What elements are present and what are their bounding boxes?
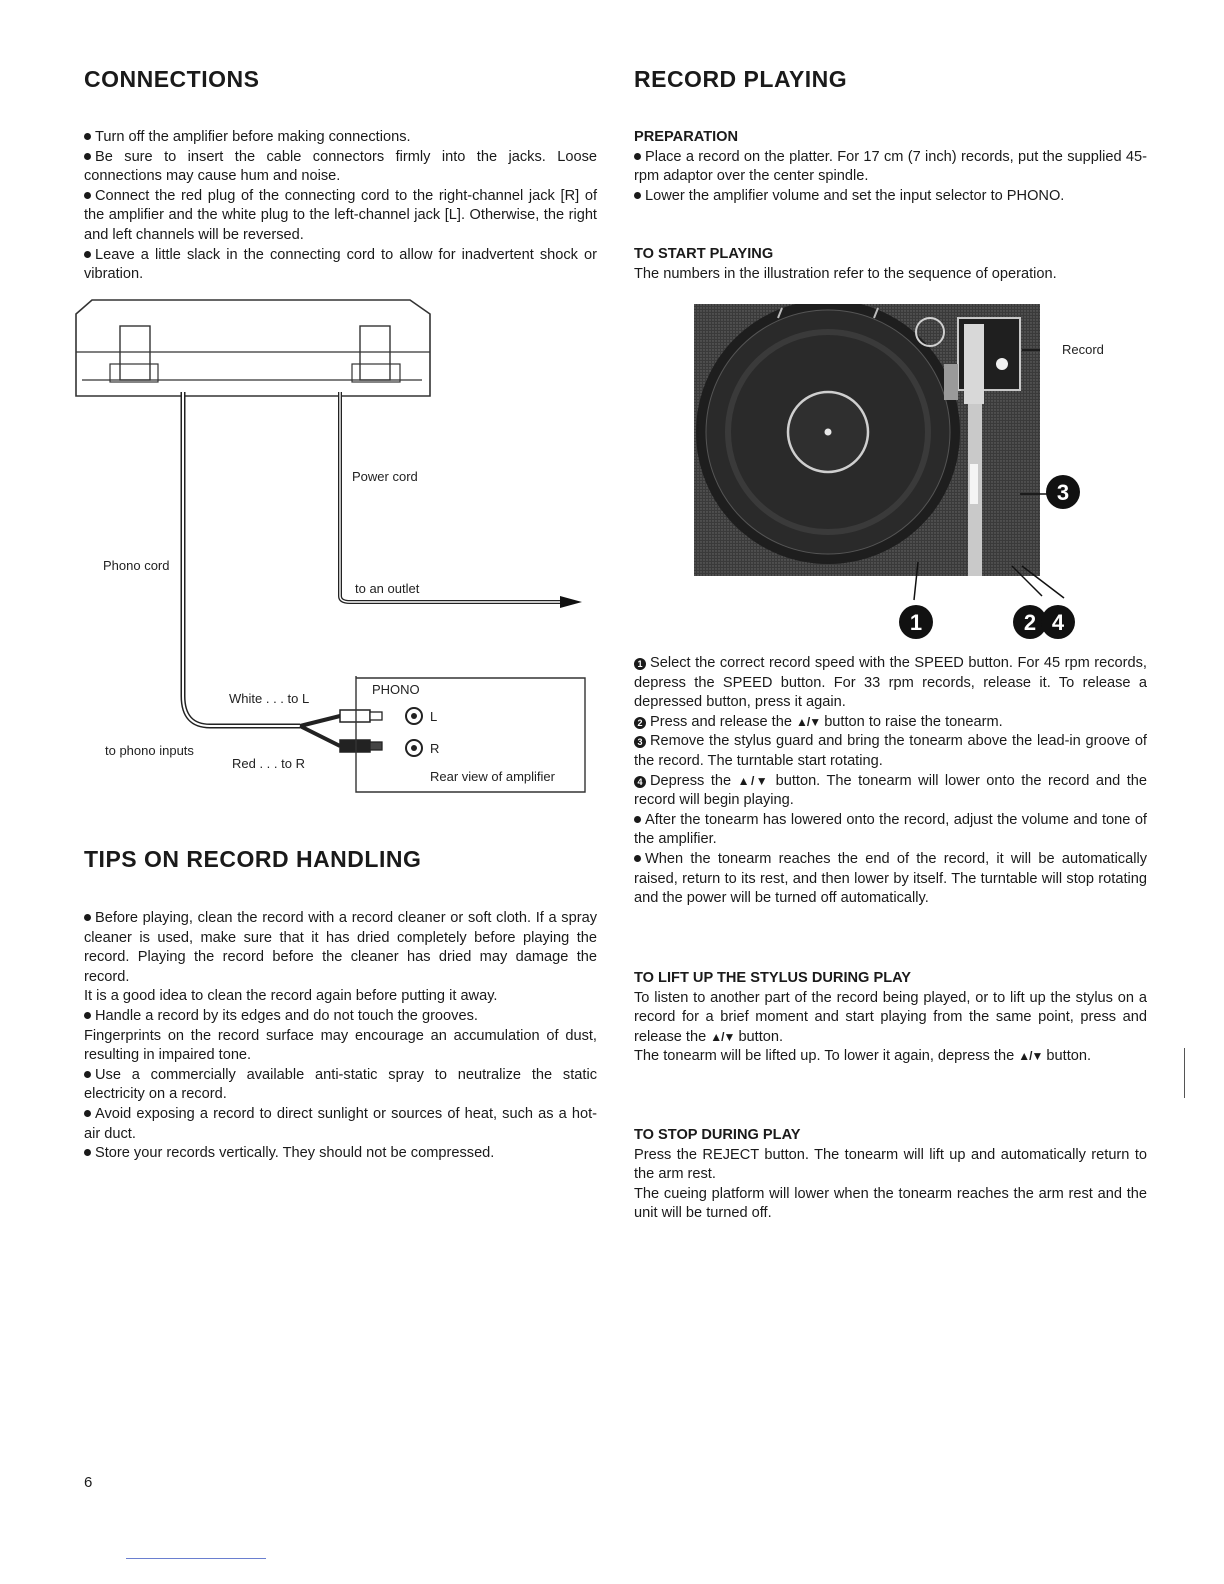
start-playing-steps xyxy=(634,654,1147,909)
bullet-icon xyxy=(84,1149,91,1156)
phono-cord xyxy=(183,392,300,726)
paragraph: The numbers in the illustration refer to the sequence of operation. xyxy=(634,265,1057,282)
bullet-icon xyxy=(84,251,91,258)
bullet-icon xyxy=(84,1110,91,1117)
list-item: Turn off the amplifier before making connections. xyxy=(84,128,597,148)
start-playing-intro xyxy=(634,245,1147,284)
list-item: Leave a little slack in the connecting cord to allow for inadvertent shock or vibration. xyxy=(84,246,597,283)
list-item: When the tonearm reaches the end of the record, it will be automatically raised, return to its rest, and then lower by itself. The turntable will stop rotating and the power will be turned off automatically. xyxy=(634,850,1147,907)
svg-text:4: 4 xyxy=(1051,610,1065,635)
bullet-icon xyxy=(634,153,641,160)
paragraph: It is a good idea to clean the record again before putting it away. xyxy=(84,988,498,1005)
list-item: 2 Press and release the ▲/▼ button to raise the tonearm. xyxy=(634,713,1147,733)
bullet-icon xyxy=(634,192,641,199)
footer-rule xyxy=(126,1558,266,1559)
red-plug-label: Red . . . to R xyxy=(232,756,305,771)
phono-cord-label: Phono cord xyxy=(103,558,170,573)
step-1-icon: 1 xyxy=(634,658,646,670)
cue-button-icon: ▲/▼ xyxy=(796,714,821,729)
step-3-icon: 3 xyxy=(634,736,646,748)
cue-button-icon: ▲/▼ xyxy=(1018,1049,1043,1064)
page-number: 6 xyxy=(84,1474,93,1491)
rear-view-label: Rear view of amplifier xyxy=(430,769,555,784)
list-item: Connect the red plug of the connecting cord to the right-channel jack [R] of the amplifier and the white plug to the left-channel jack [L]. Otherwise, the right and left channels will be reversed. xyxy=(84,187,597,243)
svg-text:1: 1 xyxy=(909,610,923,635)
phono-label: PHONO xyxy=(372,682,420,697)
list-item: Lower the amplifier volume and set the input selector to PHONO. xyxy=(634,187,1147,207)
connection-diagram xyxy=(70,296,600,806)
stop-play-heading: TO STOP DURING PLAY xyxy=(634,1127,801,1143)
list-item: 1 Select the correct record speed with the SPEED button. For 45 rpm records, depress the SPEED button. For 33 rpm records, release it. To release a depressed button, press it again. xyxy=(634,655,1147,711)
lift-stylus-heading: TO LIFT UP THE STYLUS DURING PLAY xyxy=(634,970,912,986)
bullet-icon xyxy=(634,855,641,862)
list-item: Before playing, clean the record with a record cleaner or soft cloth. If a spray cleaner is used, make sure that it has dried completely before playing the record. Playing the record before the cleaner has dried may damage the record. xyxy=(84,910,597,985)
jack-r-label: R xyxy=(430,741,440,756)
list-item: Handle a record by its edges and do not touch the grooves. xyxy=(84,1007,597,1027)
step-4-icon: 4 xyxy=(634,776,646,788)
start-playing-heading: TO START PLAYING xyxy=(634,246,774,262)
record-playing-heading: RECORD PLAYING xyxy=(634,66,848,92)
white-plug xyxy=(340,710,370,722)
tips-heading: TIPS ON RECORD HANDLING xyxy=(84,846,422,872)
list-item: 3 Remove the stylus guard and bring the tonearm above the lead-in groove of the record. The turntable start rotating. xyxy=(634,733,1147,769)
svg-text:3: 3 xyxy=(1056,480,1070,505)
tips-text xyxy=(84,909,597,1164)
connections-heading: CONNECTIONS xyxy=(84,66,260,92)
white-plug-label: White . . . to L xyxy=(229,691,310,706)
bullet-icon xyxy=(84,153,91,160)
bullet-icon xyxy=(84,192,91,199)
bullet-icon xyxy=(84,914,91,921)
stop-play-section xyxy=(634,1126,1147,1224)
bullet-icon xyxy=(84,1071,91,1078)
list-item: Store your records vertically. They should not be compressed. xyxy=(84,1144,597,1164)
connections-text xyxy=(84,128,597,285)
step-2-icon: 2 xyxy=(634,717,646,729)
power-cord xyxy=(340,392,560,602)
preparation-heading: PREPARATION xyxy=(634,129,739,145)
arrow-icon xyxy=(560,596,582,608)
bullet-icon xyxy=(84,133,91,140)
lift-stylus-section xyxy=(634,969,1147,1067)
red-plug xyxy=(340,740,370,752)
paragraph: To listen to another part of the record being played, or to lift up the stylus on a record for a brief moment and start playing from the same point, press and release the ▲/▼ button. xyxy=(634,989,1147,1045)
power-cord-label: Power cord xyxy=(352,469,418,484)
list-item: Place a record on the platter. For 17 cm (7 inch) records, put the supplied 45-rpm adaptor over the center spindle. xyxy=(634,148,1147,185)
list-item: Use a commercially available anti-static spray to neutralize the static electricity on a record. xyxy=(84,1066,597,1103)
paragraph: Press the REJECT button. The tonearm will lift up and automatically return to the arm rest. xyxy=(634,1146,1147,1183)
bullet-icon xyxy=(634,816,641,823)
margin-mark xyxy=(1184,1048,1185,1098)
list-item: Avoid exposing a record to direct sunlight or sources of heat, such as a hot-air duct. xyxy=(84,1105,597,1142)
list-item: 4 Depress the ▲/▼ button. The tonearm will lower onto the record and the record will begin playing. xyxy=(634,772,1148,809)
cue-button-icon: ▲/▼ xyxy=(710,1029,735,1044)
paragraph: Fingerprints on the record surface may encourage an accumulation of dust, resulting in impaired tone. xyxy=(84,1027,597,1064)
jack-l-label: L xyxy=(430,709,438,724)
list-item: After the tonearm has lowered onto the record, adjust the volume and tone of the amplifier. xyxy=(634,811,1147,848)
turntable-illustration xyxy=(694,304,1084,644)
record-label: Record xyxy=(1062,342,1104,357)
cue-button-icon: ▲/▼ xyxy=(737,773,770,788)
list-item: Be sure to insert the cable connectors firmly into the jacks. Loose connections may cause hum and noise. xyxy=(84,148,597,185)
preparation-section xyxy=(634,128,1147,206)
paragraph: The cueing platform will lower when the tonearm reaches the arm rest and the unit will be turned off. xyxy=(634,1185,1147,1222)
phono-inputs-label: to phono inputs xyxy=(105,743,194,758)
bullet-icon xyxy=(84,1012,91,1019)
paragraph: The tonearm will be lifted up. To lower it again, depress the ▲/▼ button. xyxy=(634,1048,1092,1065)
svg-text:2: 2 xyxy=(1023,610,1037,635)
outlet-label: to an outlet xyxy=(355,581,420,596)
